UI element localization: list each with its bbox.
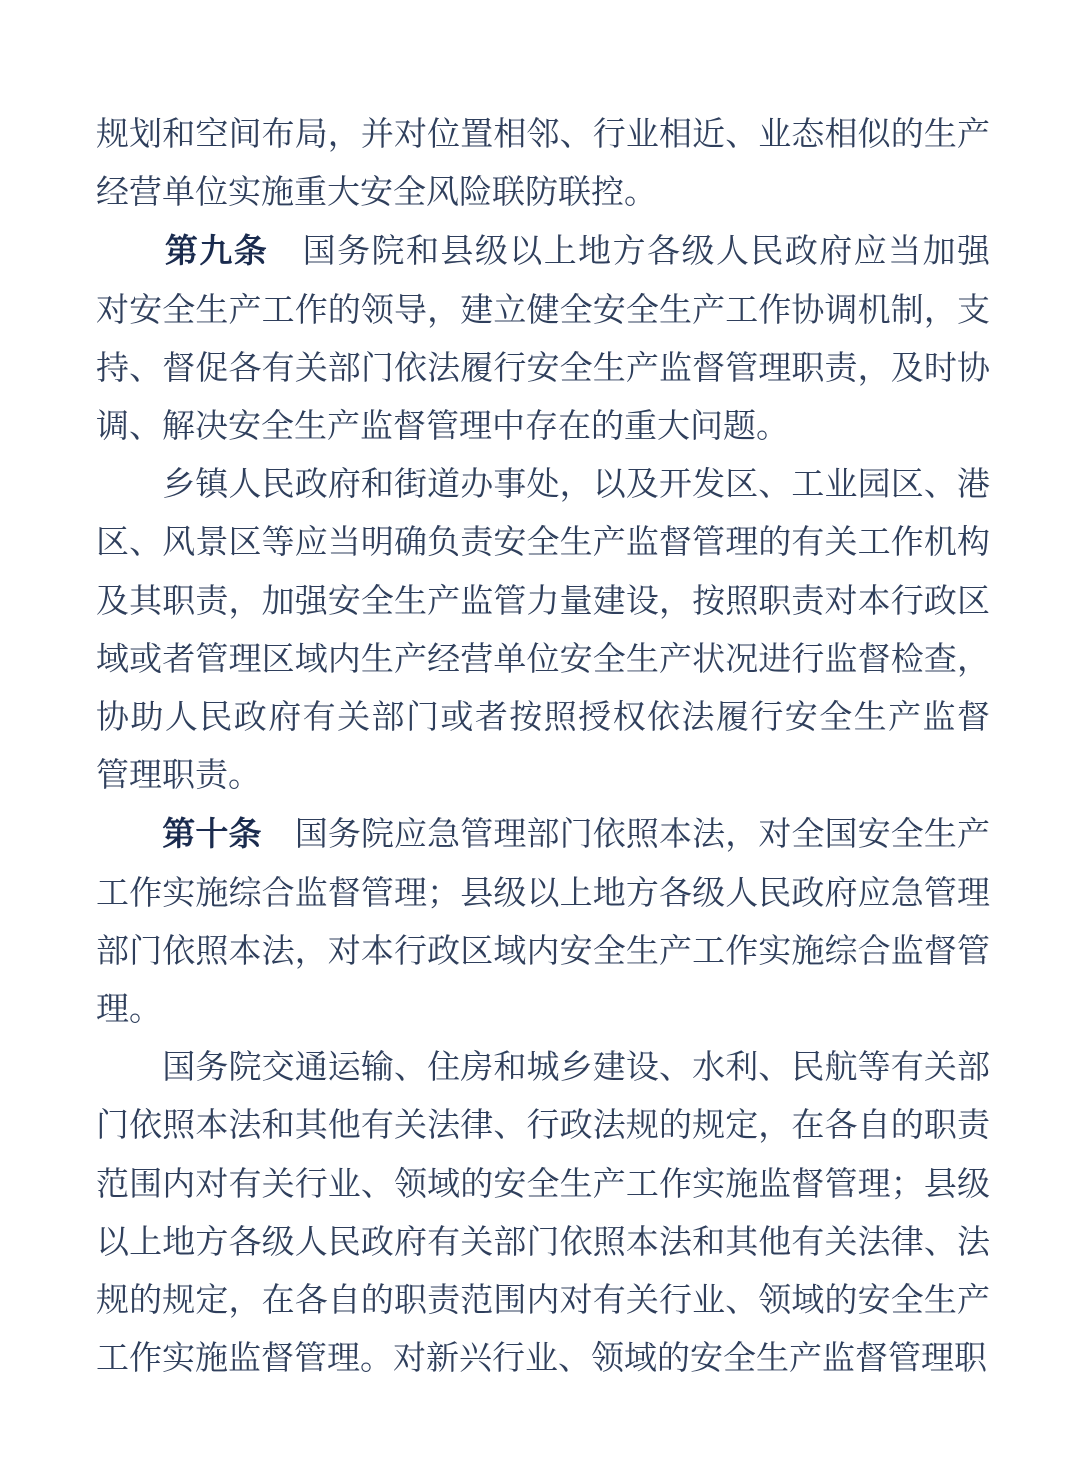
text-line [96,1039,990,1097]
text-line [96,222,990,281]
legal-text [96,106,990,1388]
line-text: 规划和空间布局，并对位置相邻、行业相近、业态相似的生产 [96,117,990,153]
line-text: 规的规定，在各自的职责范围内对有关行业、领域的安全生产 [96,1283,990,1320]
text-line [96,1156,990,1214]
line-text: 以上地方各级人民政府有关部门依照本法和其他有关法律、法 [96,1224,990,1261]
line-text: 对安全生产工作的领导，建立健全安全生产工作协调机制，支 [96,292,990,329]
line-text: 经营单位实施重大安全风险联防联控。 [96,175,657,212]
text-line [96,573,990,631]
line-text: 管理职责。 [96,758,261,795]
paragraph [96,805,990,1039]
line-text: 工作实施综合监督管理；县级以上地方各级人民政府应急管理 [96,875,990,912]
text-line [96,398,990,456]
text-line [96,981,990,1039]
line-text: 区、风景区等应当明确负责安全生产监督管理的有关工作机构 [96,525,990,562]
line-text: 工作实施监督管理。对新兴行业、领域的安全生产监督管理职 [96,1341,987,1378]
indent [96,467,162,503]
line-text: 部门依照本法，对本行政区域内安全生产工作实施综合监督管 [96,933,990,970]
line-text: 乡镇人民政府和街道办事处，以及开发区、工业园区、港 [162,467,991,504]
text-line [96,689,990,747]
text-line [96,1272,990,1330]
text-line [96,747,990,805]
line-text: 门依照本法和其他有关法律、行政法规的规定，在各自的职责 [96,1108,990,1145]
line-text: 国务院交通运输、住房和城乡建设、水利、民航等有关部 [162,1050,991,1087]
paragraph [96,1039,990,1388]
text-line [96,805,990,864]
paragraph [96,222,990,456]
indent [96,1050,162,1086]
text-line [96,1097,990,1155]
text-line [96,514,990,572]
text-line [96,1330,990,1388]
line-text: 协助人民政府有关部门或者按照授权依法履行安全生产监督 [96,700,990,737]
line-text: 国务院应急管理部门依照本法，对全国安全生产 [261,817,991,854]
line-text: 域或者管理区域内生产经营单位安全生产状况进行监督检查， [96,641,990,678]
text-line [96,865,990,923]
text-line [96,631,990,689]
text-line [96,923,990,981]
line-text: 及其职责，加强安全生产监管力量建设，按照职责对本行政区 [96,583,990,620]
line-text: 理。 [96,992,162,1029]
article-number: 第九条 [164,232,269,270]
paragraph [96,106,990,222]
indent [96,234,165,270]
text-line [96,106,990,164]
line-text: 持、督促各有关部门依法履行安全生产监督管理职责，及时协 [96,350,990,387]
text-line [96,164,990,222]
indent [96,817,162,853]
line-text: 范围内对有关行业、领域的安全生产工作实施监督管理；县级 [96,1166,990,1203]
text-line [96,340,990,398]
paragraph [96,456,990,805]
line-text: 调、解决安全生产监督管理中存在的重大问题。 [96,409,789,446]
article-number: 第十条 [162,815,262,853]
text-line [96,1214,990,1272]
line-text: 国务院和县级以上地方各级人民政府应当加强 [268,234,991,271]
text-line [96,456,990,514]
text-line [96,282,990,340]
